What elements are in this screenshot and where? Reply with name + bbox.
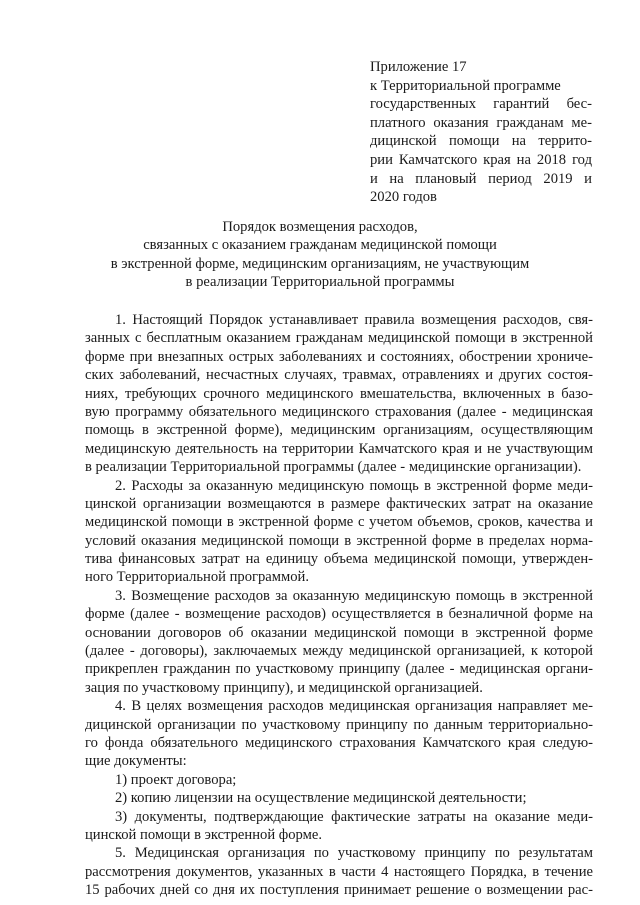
body-line: щие документы: [85, 753, 187, 770]
title-line: в реализации Территориальной программы [185, 274, 455, 291]
body-line: медицинскую деятельность на территории Камчатского края и не участвующим [85, 440, 593, 457]
appendix-line: дицинской помощи на террито- [370, 133, 592, 150]
appendix-line: рии Камчатского края на 2018 год [370, 151, 592, 168]
appendix-line: 2020 годов [370, 189, 437, 206]
body-line: ного Территориальной программой. [85, 569, 310, 586]
title-line: связанных с оказанием гражданам медицинской помощи [143, 237, 497, 254]
body-line: 4. В целях возмещения расходов медицинская организация направляет ме- [115, 698, 593, 715]
appendix-line: государственных гарантий бес- [370, 96, 592, 113]
body-line: ниях, требующих срочного медицинского вмешательства, включенных в базо- [85, 385, 593, 402]
body-line: ских заболеваний, несчастных случаях, травмах, отравлениях и других состоя- [85, 367, 593, 384]
body-line: 15 рабочих дней со дня их поступления принимает решение о возмещении рас- [85, 882, 593, 899]
body-line: медицинской помощи в экстренной форме с учетом объемов, сроков, качества и [85, 514, 593, 531]
body-line: дицинской организации по участковому принципу по данным территориально- [85, 716, 593, 733]
list-item: 2) копию лицензии на осуществление медицинской деятельности; [115, 790, 527, 807]
body-line: го фонда обязательного медицинского страхования Камчатского края следую- [85, 734, 593, 751]
body-line: прикреплен гражданин по участковому принципу (далее - медицинская органи- [85, 661, 593, 678]
body-line: (далее - договоры), заключаемых между медицинской организацией, к которой [85, 643, 593, 660]
body-line: 2. Расходы за оказанную медицинскую помощь в экстренной форме меди- [115, 477, 593, 494]
body-line: цинской организации возмещаются в размере фактических затрат на оказание [85, 495, 593, 512]
body-line: помощь в экстренной форме), медицинским организациям, осуществляющим [85, 422, 593, 439]
body-line: 5. Медицинская организация по участковому принципу по результатам [115, 845, 593, 862]
document-title [60, 218, 580, 292]
appendix-line: и на плановый период 2019 и [370, 170, 592, 187]
title-line: в экстренной форме, медицинским организациям, не участвующим [110, 255, 530, 272]
list-item: 3) документы, подтверждающие фактические затраты на оказание меди- [115, 808, 593, 825]
document-body [85, 311, 593, 900]
body-line: в реализации Территориальной программы (далее - медицинские организации). [85, 459, 582, 476]
body-line: рассмотрения документов, указанных в части 4 настоящего Порядка, в течение [85, 863, 593, 880]
body-line: условий оказания медицинской помощи в экстренной форме в пределах норма- [85, 532, 593, 549]
body-line: вую программу обязательного медицинского страхования (далее - медицинская [85, 403, 593, 420]
body-line: основании договоров об оказании медицинской помощи в экстренной форме [85, 624, 593, 641]
appendix-header [370, 58, 592, 207]
body-line: тива финансовых затрат на единицу объема медицинской помощи, утвержден- [85, 551, 593, 568]
appendix-line: к Территориальной программе [370, 77, 561, 94]
body-line: 3. Возмещение расходов за оказанную медицинскую помощь в экстренной [115, 587, 593, 604]
body-line: занных с бесплатным оказанием гражданам медицинской помощи в экстренной [85, 330, 593, 347]
body-line: 1. Настоящий Порядок устанавливает правила возмещения расходов, свя- [115, 312, 593, 328]
body-line: форме при внезапных острых заболеваниях и состояниях, обострении хрониче- [85, 348, 593, 365]
title-line: Порядок возмещения расходов, [222, 219, 418, 235]
body-line: зация по участковому принципу), и медицинской организацией. [85, 679, 483, 696]
list-item: 1) проект договора; [115, 771, 237, 788]
body-line: форме (далее - возмещение расходов) осуществляется в безналичной форме на [85, 606, 593, 623]
body-line: цинской помощи в экстренной форме. [85, 826, 322, 843]
appendix-line: Приложение 17 [370, 59, 467, 75]
appendix-line: платного оказания гражданам ме- [370, 114, 592, 131]
